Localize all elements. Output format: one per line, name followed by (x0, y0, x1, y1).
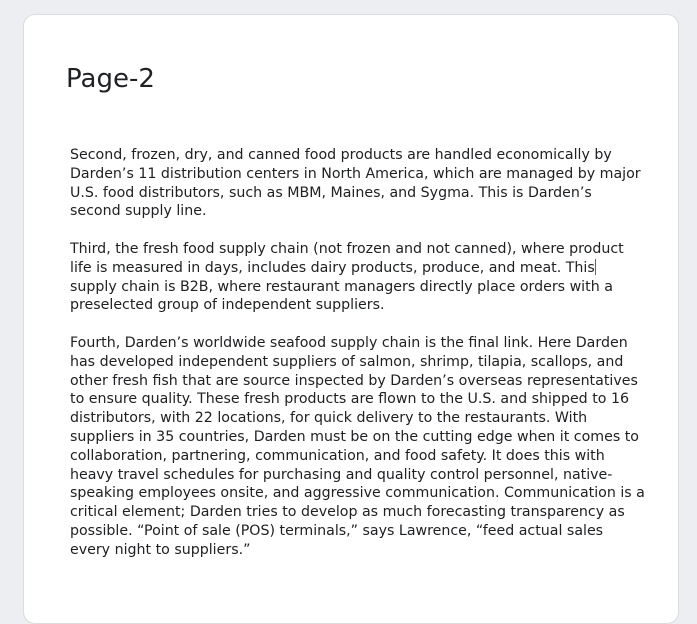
text-line-with-cursor (70, 259, 670, 278)
text-line: preselected group of independent suppliers. (70, 297, 385, 314)
text-line: heavy travel schedules for purchasing and quality control personnel, native- (70, 466, 613, 483)
text-line: suppliers in 35 countries, Darden must be on the cutting edge when it comes to (70, 428, 639, 445)
text-line: collaboration, partnering, communication, and food safety. It does this with (70, 447, 605, 464)
document-page (23, 14, 679, 624)
text-line: other fresh fish that are source inspected by Darden’s overseas representatives (70, 372, 638, 389)
text-line: distributors, with 22 locations, for quick delivery to the restaurants. With (70, 410, 588, 427)
text-line: Third, the fresh food supply chain (not frozen and not canned), where product (70, 240, 624, 257)
paragraph-fresh-food-supply (70, 240, 670, 315)
text-line: Darden’s 11 distribution centers in North America, which are managed by major (70, 165, 641, 182)
text-line: critical element; Darden tries to develop as much forecasting transparency as (70, 504, 625, 521)
document-body[interactable] (70, 146, 670, 578)
text-line: second supply line. (70, 203, 207, 220)
text-line: to ensure quality. These fresh products are flown to the U.S. and shipped to 16 (70, 391, 629, 408)
text-line: Second, frozen, dry, and canned food products are handled economically by (70, 147, 612, 163)
text-line: every night to suppliers.” (70, 541, 251, 558)
paragraph-second-supply-line (70, 146, 670, 221)
page-title: Page-2 (66, 64, 155, 94)
text-line-content: life is measured in days, includes dairy products, produce, and meat. This (70, 259, 595, 276)
text-cursor (595, 259, 596, 275)
text-line: Fourth, Darden’s worldwide seafood supply chain is the final link. Here Darden (70, 334, 628, 351)
text-line: U.S. food distributors, such as MBM, Maines, and Sygma. This is Darden’s (70, 184, 592, 201)
text-line: speaking employees onsite, and aggressive communication. Communication is a (70, 485, 645, 502)
paragraph-seafood-supply (70, 334, 670, 560)
text-line: has developed independent suppliers of salmon, shrimp, tilapia, scallops, and (70, 353, 624, 370)
text-line: supply chain is B2B, where restaurant managers directly place orders with a (70, 278, 613, 295)
text-line: possible. “Point of sale (POS) terminals,” says Lawrence, “feed actual sales (70, 522, 604, 539)
